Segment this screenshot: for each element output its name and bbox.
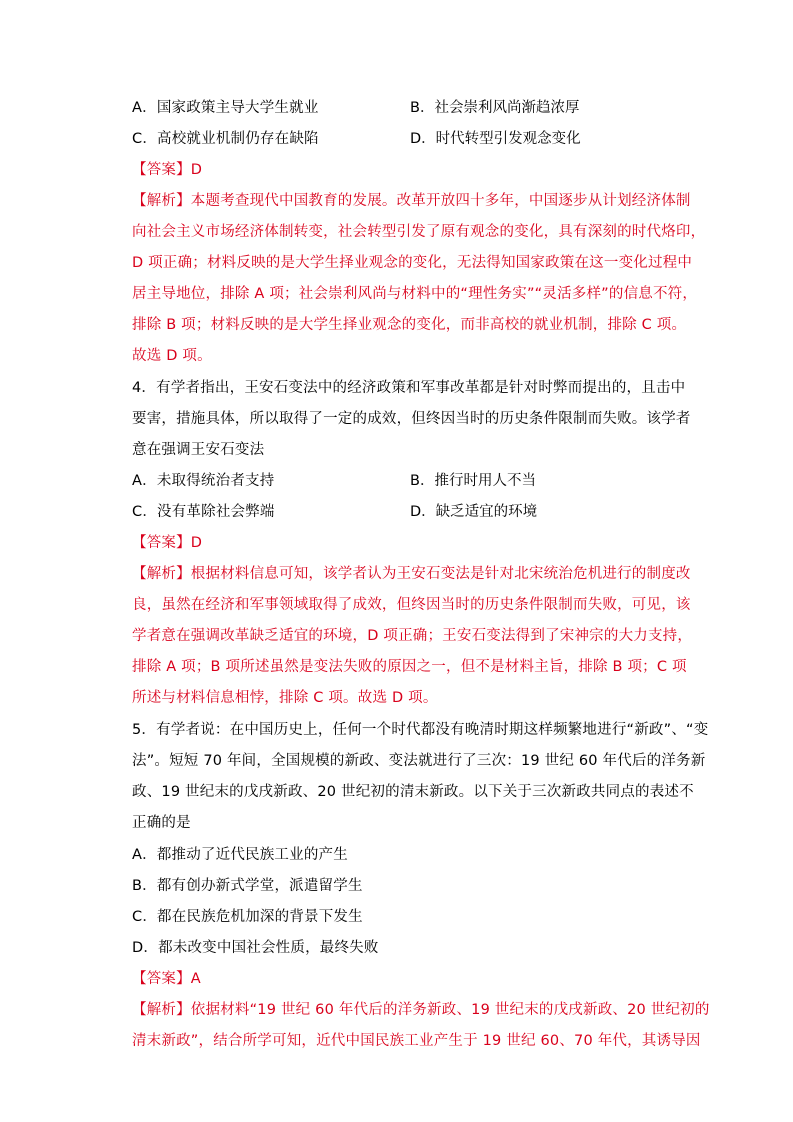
q4-option-b: B．推行时用人不当 [410,473,536,489]
q4-stem-line: 4．有学者指出，王安石变法中的经济政策和军事改革都是针对时弊而提出的，且击中 [132,380,686,396]
q5-answer: 【答案】A [132,971,201,987]
q4-analysis-line: 排除 A 项；B 项所述虽然是变法失败的原因之一，但不是材料主旨，排除 B 项；C 项 [132,659,687,675]
q4-option-c: C．没有革除社会弊端 [132,504,275,520]
q4-option-d: D．缺乏适宜的环境 [410,504,538,520]
q5-option-d: D．都未改变中国社会性质，最终失败 [132,940,379,956]
q3-analysis-line: 向社会主义市场经济体制转变，社会转型引发了原有观念的变化，具有深刻的时代烙印， [132,224,706,240]
q5-stem-line: 政、19 世纪末的戊戌新政、20 世纪初的清末新政。以下关于三次新政共同点的表述不 [132,784,694,800]
q4-analysis-line: 【解析】根据材料信息可知，该学者认为王安石变法是针对北宋统治危机进行的制度改 [132,566,691,582]
q4-stem-line: 要害，措施具体，所以取得了一定的成效，但终因当时的历史条件限制而失败。该学者 [132,411,691,427]
q5-analysis-line: 【解析】依据材料“19 世纪 60 年代后的洋务新政、19 世纪末的戊戌新政、20 世纪初的 [132,1002,710,1018]
q3-option-c: C．高校就业机制仍存在缺陷 [132,131,319,147]
q4-option-a: A．未取得统治者支持 [132,473,275,489]
q5-analysis-line: 清末新政”，结合所学可知，近代中国民族工业产生于 19 世纪 60、70 年代，其诱导因 [132,1033,701,1049]
q5-stem-line: 5．有学者说：在中国历史上，任何一个时代都没有晚清时期这样频繁地进行“新政”、“变 [132,722,709,738]
q3-analysis-line: 故选 D 项。 [132,348,212,364]
q4-analysis-line: 良，虽然在经济和军事领域取得了成效，但终因当时的历史条件限制而失败，可见，该 [132,597,691,613]
q3-option-a: A．国家政策主导大学生就业 [132,100,319,116]
q5-option-b: B．都有创办新式学堂，派遣留学生 [132,878,363,894]
q5-stem-line: 正确的是 [132,815,191,831]
q5-stem-line: 法”。短短 70 年间，全国规模的新政、变法就进行了三次：19 世纪 60 年代后的洋务新 [132,753,706,769]
q5-option-a: A．都推动了近代民族工业的产生 [132,847,348,863]
q3-answer: 【答案】D [132,162,203,178]
q3-analysis-line: 【解析】本题考查现代中国教育的发展。改革开放四十多年，中国逐步从计划经济体制 [132,193,691,209]
q3-option-b: B．社会崇利风尚渐趋浓厚 [410,100,580,116]
q4-stem-line: 意在强调王安石变法 [132,442,265,458]
q5-option-c: C．都在民族危机加深的背景下发生 [132,909,363,925]
q3-analysis-line: 排除 B 项；材料反映的是大学生择业观念的变化，而非高校的就业机制，排除 C 项。 [132,317,687,333]
q4-answer: 【答案】D [132,535,203,551]
q3-analysis-line: 居主导地位，排除 A 项；社会崇利风尚与材料中的“理性务实”“灵活多样”的信息不符， [132,286,698,302]
q4-analysis-line: 学者意在强调改革缺乏适宜的环境，D 项正确；王安石变法得到了宋神宗的大力支持， [132,628,693,644]
q4-analysis-line: 所述与材料信息相悖，排除 C 项。故选 D 项。 [132,690,438,706]
q3-option-d: D．时代转型引发观念变化 [410,131,581,147]
q3-analysis-line: D 项正确；材料反映的是大学生择业观念的变化，无法得知国家政策在这一变化过程中 [132,255,693,271]
